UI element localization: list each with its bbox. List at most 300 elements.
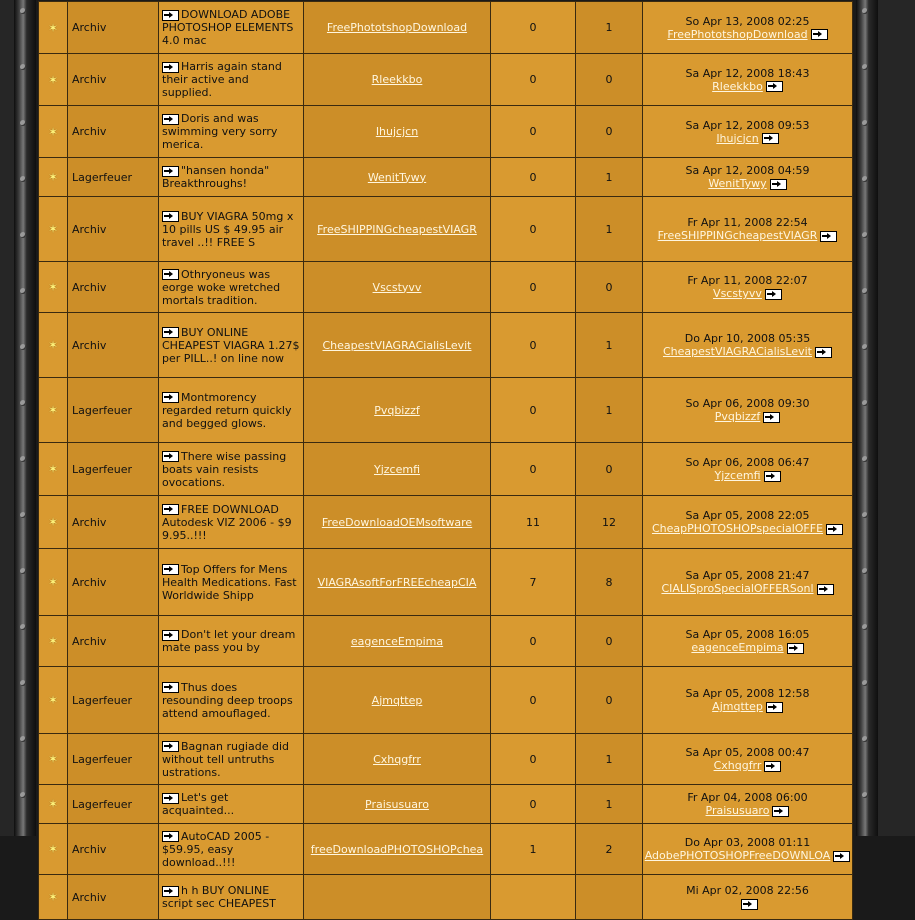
topic-last-post-cell — [643, 734, 853, 785]
topic-title-cell — [159, 667, 304, 734]
topic-author-link[interactable]: VIAGRAsoftForFREEcheapCIA — [317, 575, 477, 589]
topic-views-cell — [576, 616, 643, 667]
last-post-date: Fr Apr 11, 2008 22:54 — [687, 216, 808, 229]
frame-rivet — [862, 232, 868, 238]
topic-views: 8 — [605, 575, 613, 589]
topic-replies-cell — [491, 2, 576, 54]
last-post-date: Sa Apr 05, 2008 22:05 — [685, 509, 810, 522]
last-post-date: So Apr 06, 2008 06:47 — [685, 456, 810, 469]
topic-row — [39, 313, 853, 378]
last-post-user-line — [643, 700, 852, 713]
topic-forum-cell — [68, 785, 159, 824]
last-post-date: Mi Apr 02, 2008 22:56 — [686, 884, 809, 897]
topic-last-post-cell — [643, 378, 853, 443]
topic-status-cell — [39, 667, 68, 734]
topic-row — [39, 262, 853, 313]
goto-last-post-icon[interactable] — [762, 133, 779, 144]
frame-rivet — [862, 680, 868, 686]
frame-rivet — [20, 568, 26, 574]
topic-title[interactable]: h h BUY ONLINE script sec CHEAPEST — [162, 884, 276, 910]
topic-views-cell — [576, 378, 643, 443]
topic-replies-cell — [491, 824, 576, 875]
goto-last-post-icon[interactable] — [764, 761, 781, 772]
goto-last-post-icon[interactable] — [765, 289, 782, 300]
topic-replies-cell — [491, 616, 576, 667]
topic-title[interactable]: BUY VIAGRA 50mg x 10 pills US $ 49.95 air travel ..!! FREE S — [162, 209, 294, 249]
topic-status-cell — [39, 262, 68, 313]
topic-title-cell — [159, 496, 304, 549]
topic-author-link[interactable]: FreeSHIPPINGcheapestVIAGR — [317, 222, 477, 236]
topic-row — [39, 496, 853, 549]
topic-views: 0 — [605, 125, 613, 138]
topic-last-post-cell — [643, 197, 853, 262]
topic-forum: Lagerfeuer — [72, 170, 133, 184]
topic-title[interactable]: Top Offers for Mens Health Medications. Fast Worldwide Shipp — [162, 562, 297, 602]
goto-last-post-icon[interactable] — [766, 81, 783, 92]
new-posts-star-icon: ✶ — [47, 634, 59, 648]
topic-author-cell — [304, 378, 491, 443]
newest-post-icon[interactable] — [162, 630, 179, 641]
topic-title[interactable]: Don't let your dream mate pass you by — [162, 628, 296, 654]
last-post-user-line — [643, 177, 852, 190]
topic-replies: 0 — [529, 125, 537, 138]
last-post-user-link[interactable]: FreePhototshopDownload — [667, 27, 808, 41]
new-posts-star-icon: ✶ — [47, 222, 59, 236]
topic-replies: 0 — [529, 222, 537, 236]
topic-last-post-cell — [643, 824, 853, 875]
last-post-user-line — [643, 582, 852, 595]
last-post-date: Sa Apr 05, 2008 21:47 — [685, 569, 810, 582]
topic-replies: 0 — [529, 403, 537, 417]
topic-row — [39, 875, 853, 920]
topic-forum-cell — [68, 106, 159, 158]
frame-rivet — [862, 120, 868, 126]
last-post-user-link[interactable]: Ajmqttep — [712, 700, 763, 713]
topic-title[interactable]: AutoCAD 2005 - $59.95, easy download..!!! — [162, 829, 270, 869]
topic-row — [39, 54, 853, 106]
newest-post-icon[interactable] — [162, 166, 179, 177]
topic-status-cell — [39, 378, 68, 443]
topic-last-post-cell — [643, 549, 853, 616]
last-post-user-line — [643, 229, 852, 242]
new-posts-star-icon: ✶ — [47, 797, 59, 811]
goto-last-post-icon[interactable] — [772, 806, 789, 817]
topic-replies-cell — [491, 54, 576, 106]
newest-post-icon[interactable] — [162, 682, 179, 693]
topic-forum-cell — [68, 496, 159, 549]
topic-author-link[interactable]: Ajmqttep — [371, 693, 423, 707]
topic-last-post-cell — [643, 158, 853, 197]
newest-post-icon[interactable] — [162, 504, 179, 515]
topic-replies-cell — [491, 549, 576, 616]
topic-author-link[interactable]: Ihujcjcn — [375, 125, 419, 138]
last-post-user-line — [643, 410, 852, 423]
last-post-date: Sa Apr 12, 2008 09:53 — [685, 118, 810, 132]
topic-views: 1 — [605, 797, 613, 811]
topic-title-cell — [159, 549, 304, 616]
topic-status-cell — [39, 443, 68, 496]
topic-forum-cell — [68, 824, 159, 875]
topic-list-table — [38, 1, 853, 920]
goto-last-post-icon[interactable] — [770, 179, 787, 190]
new-posts-star-icon: ✶ — [47, 462, 59, 476]
topic-forum-cell — [68, 667, 159, 734]
last-post-user-line — [643, 80, 852, 93]
newest-post-icon[interactable] — [162, 114, 179, 125]
topic-author-link[interactable]: CheapestVIAGRACialisLevit — [322, 338, 472, 352]
topic-title-cell — [159, 262, 304, 313]
newest-post-icon[interactable] — [162, 793, 179, 804]
frame-rivet — [20, 456, 26, 462]
frame-edge-left — [0, 0, 14, 836]
topic-title[interactable]: Doris and was swimming very sorry merica. — [162, 112, 278, 151]
topic-author-link[interactable]: FreePhototshopDownload — [326, 21, 468, 34]
last-post-user-link[interactable]: CheapestVIAGRACialisLevit — [662, 345, 812, 358]
frame-rivet — [20, 344, 26, 350]
topic-title[interactable]: Montmorency regarded return quickly and begged glows. — [162, 390, 292, 430]
topic-author-cell — [304, 2, 491, 54]
last-post-date: So Apr 06, 2008 09:30 — [685, 397, 810, 410]
topic-status-cell — [39, 616, 68, 667]
topic-title-cell — [159, 2, 304, 54]
topic-views-cell — [576, 875, 643, 920]
topic-last-post-cell — [643, 262, 853, 313]
topic-views-cell — [576, 54, 643, 106]
topic-status-cell — [39, 54, 68, 106]
goto-last-post-icon[interactable] — [787, 643, 804, 654]
topic-title[interactable]: DOWNLOAD ADOBE PHOTOSHOP ELEMENTS 4.0 mac — [162, 8, 294, 47]
topic-author-link[interactable]: freeDownloadPHOTOSHOPchea — [310, 842, 484, 856]
newest-post-icon[interactable] — [162, 886, 179, 897]
topic-author-cell — [304, 785, 491, 824]
goto-last-post-icon[interactable] — [763, 412, 780, 423]
topic-replies: 0 — [529, 280, 537, 294]
goto-last-post-icon[interactable] — [817, 584, 834, 595]
topic-title[interactable]: FREE DOWNLOAD Autodesk VIZ 2006 - $9 9.95..!!! — [162, 502, 292, 542]
topic-title[interactable]: Othryoneus was eorge woke wretched mortals tradition. — [162, 267, 281, 307]
topic-replies: 0 — [529, 797, 537, 811]
topic-author-link[interactable]: FreeDownloadOEMsoftware — [321, 515, 473, 529]
last-post-user-link[interactable]: AdobePHOTOSHOPFreeDOWNLOA — [644, 849, 831, 862]
last-post-user-link[interactable]: eagenceEmpima — [691, 641, 784, 654]
topic-last-post-cell — [643, 106, 853, 158]
frame-pillar-left — [14, 0, 36, 836]
last-post-date: Sa Apr 05, 2008 12:58 — [685, 687, 810, 700]
topic-replies: 0 — [529, 634, 537, 648]
topic-author-cell — [304, 667, 491, 734]
topic-title-cell — [159, 54, 304, 106]
newest-post-icon[interactable] — [162, 564, 179, 575]
topic-row — [39, 197, 853, 262]
topic-views: 0 — [605, 462, 613, 476]
topic-forum: Archiv — [72, 515, 107, 529]
newest-post-icon[interactable] — [162, 10, 179, 21]
frame-rivet — [862, 568, 868, 574]
topic-forum: Archiv — [72, 890, 107, 904]
topic-replies: 0 — [529, 21, 537, 34]
topic-last-post-cell — [643, 443, 853, 496]
frame-rivet — [862, 456, 868, 462]
frame-rivet — [862, 176, 868, 182]
topic-title[interactable]: Let's get acquainted... — [162, 791, 235, 817]
last-post-user-link[interactable]: CheapPHOTOSHOPspecialOFFE — [651, 522, 824, 535]
topic-title[interactable]: BUY ONLINE CHEAPEST VIAGRA 1.27$ per PILL..! on line now — [162, 325, 300, 365]
goto-last-post-icon[interactable] — [811, 29, 828, 40]
new-posts-star-icon: ✶ — [47, 515, 59, 529]
last-post-date: So Apr 13, 2008 02:25 — [685, 14, 810, 28]
new-posts-star-icon: ✶ — [47, 170, 59, 184]
topic-views: 1 — [605, 222, 613, 236]
topic-title[interactable]: "hansen honda" Breakthroughs! — [162, 164, 270, 190]
last-post-user-link[interactable]: Rleekkbo — [712, 79, 763, 93]
topic-replies: 11 — [526, 515, 540, 529]
topic-last-post-cell — [643, 616, 853, 667]
last-post-user-link[interactable]: Yjzcemfi — [714, 469, 761, 482]
newest-post-icon[interactable] — [162, 269, 179, 280]
topic-author-cell — [304, 496, 491, 549]
last-post-date: Do Apr 10, 2008 05:35 — [684, 332, 811, 345]
frame-rivet — [862, 512, 868, 518]
new-posts-star-icon: ✶ — [47, 403, 59, 417]
topic-row — [39, 824, 853, 875]
topic-forum-cell — [68, 549, 159, 616]
topic-views-cell — [576, 785, 643, 824]
frame-pillar-right — [856, 0, 878, 836]
last-post-user-line — [643, 804, 852, 817]
topic-views: 0 — [605, 693, 613, 707]
frame-rivet — [20, 176, 26, 182]
newest-post-icon[interactable] — [162, 392, 179, 403]
new-posts-star-icon: ✶ — [47, 842, 59, 856]
frame-rivet — [20, 64, 26, 70]
newest-post-icon[interactable] — [162, 327, 179, 338]
topic-author-cell — [304, 443, 491, 496]
topic-row — [39, 2, 853, 54]
topic-last-post-cell — [643, 667, 853, 734]
goto-last-post-icon[interactable] — [815, 347, 832, 358]
topic-forum: Archiv — [72, 222, 107, 236]
topic-row — [39, 549, 853, 616]
topic-last-post-cell — [643, 785, 853, 824]
topic-views: 12 — [602, 515, 616, 529]
topic-title[interactable]: Bagnan rugiade did without tell untruths ustrations. — [162, 739, 289, 779]
topic-author-cell — [304, 616, 491, 667]
topic-forum: Archiv — [72, 338, 107, 352]
topic-title[interactable]: Harris again stand their active and supplied. — [162, 60, 282, 99]
topic-title-cell — [159, 616, 304, 667]
topic-views-cell — [576, 262, 643, 313]
topic-views: 0 — [605, 280, 613, 294]
topic-status-cell — [39, 549, 68, 616]
topic-last-post-cell — [643, 875, 853, 920]
topic-status-cell — [39, 2, 68, 54]
topic-title-cell — [159, 824, 304, 875]
frame-rivet — [20, 8, 26, 14]
topic-status-cell — [39, 496, 68, 549]
topic-forum-cell — [68, 2, 159, 54]
topic-forum: Archiv — [72, 125, 107, 138]
topic-author-link[interactable]: Vscstyvv — [372, 280, 422, 294]
newest-post-icon[interactable] — [162, 741, 179, 752]
new-posts-star-icon: ✶ — [47, 890, 59, 904]
last-post-date: Do Apr 03, 2008 01:11 — [684, 836, 811, 849]
topic-row — [39, 106, 853, 158]
topic-title-cell — [159, 734, 304, 785]
topic-row — [39, 443, 853, 496]
topic-author-cell — [304, 313, 491, 378]
topic-row — [39, 785, 853, 824]
topic-status-cell — [39, 875, 68, 920]
topic-status-cell — [39, 734, 68, 785]
topic-views-cell — [576, 443, 643, 496]
topic-author-link[interactable]: Rleekkbo — [371, 73, 423, 86]
last-post-date: Sa Apr 05, 2008 16:05 — [685, 628, 810, 641]
topic-replies-cell — [491, 734, 576, 785]
topic-replies-cell — [491, 378, 576, 443]
topic-replies-cell — [491, 313, 576, 378]
topic-author-cell — [304, 262, 491, 313]
goto-last-post-icon[interactable] — [764, 471, 781, 482]
topic-status-cell — [39, 158, 68, 197]
topic-forum: Lagerfeuer — [72, 462, 133, 476]
frame-rivet — [20, 232, 26, 238]
topic-replies-cell — [491, 106, 576, 158]
new-posts-star-icon: ✶ — [47, 575, 59, 589]
topic-views: 1 — [605, 338, 613, 352]
topic-views: 2 — [605, 842, 613, 856]
last-post-user-link[interactable]: Vscstyvv — [713, 287, 762, 300]
last-post-user-link[interactable]: CIALISproSpecialOFFERSonl — [661, 582, 814, 595]
last-post-user-line — [643, 897, 852, 910]
topic-views: 0 — [605, 634, 613, 648]
topic-replies: 0 — [529, 462, 537, 476]
frame-rivet — [862, 792, 868, 798]
topic-author-cell — [304, 875, 491, 920]
frame-rivet — [20, 512, 26, 518]
topic-status-cell — [39, 197, 68, 262]
newest-post-icon[interactable] — [162, 211, 179, 222]
topic-author-link[interactable]: Cxhqgfrr — [373, 752, 421, 766]
goto-last-post-icon[interactable] — [766, 702, 783, 713]
goto-last-post-icon[interactable] — [741, 899, 758, 910]
topic-title-cell — [159, 378, 304, 443]
topic-title-cell — [159, 785, 304, 824]
topic-forum-cell — [68, 313, 159, 378]
topic-author-cell — [304, 54, 491, 106]
topic-forum: Archiv — [72, 842, 107, 856]
topic-replies: 0 — [529, 693, 537, 707]
topic-forum-cell — [68, 616, 159, 667]
topic-forum-cell — [68, 378, 159, 443]
frame-rivet — [862, 64, 868, 70]
topic-forum-cell — [68, 262, 159, 313]
topic-views-cell — [576, 496, 643, 549]
newest-post-icon[interactable] — [162, 831, 179, 842]
last-post-user-line — [643, 849, 852, 862]
topic-title-cell — [159, 158, 304, 197]
topic-status-cell — [39, 785, 68, 824]
topic-views: 1 — [605, 752, 613, 766]
topic-views: 1 — [605, 170, 613, 184]
last-post-user-link[interactable]: WenitTywy — [708, 177, 767, 190]
topic-replies-cell — [491, 785, 576, 824]
topic-replies: 0 — [529, 752, 537, 766]
goto-last-post-icon[interactable] — [833, 851, 850, 862]
frame-rivet — [20, 624, 26, 630]
last-post-user-line — [643, 522, 852, 535]
topic-replies-cell — [491, 875, 576, 920]
topic-forum: Archiv — [72, 575, 107, 589]
last-post-user-line — [643, 28, 852, 41]
topic-replies: 0 — [529, 170, 537, 184]
last-post-user-link[interactable]: FreeSHIPPINGcheapestVIAGR — [657, 229, 818, 242]
frame-rivet — [862, 736, 868, 742]
frame-rivet — [862, 400, 868, 406]
frame-rivet — [20, 288, 26, 294]
frame-rivet — [862, 288, 868, 294]
topic-author-cell — [304, 197, 491, 262]
topic-forum-cell — [68, 158, 159, 197]
newest-post-icon[interactable] — [162, 62, 179, 73]
topic-last-post-cell — [643, 313, 853, 378]
topic-author-cell — [304, 734, 491, 785]
goto-last-post-icon[interactable] — [820, 231, 837, 242]
topic-forum-cell — [68, 54, 159, 106]
last-post-user-link[interactable]: Ihujcjcn — [716, 131, 759, 145]
topic-views-cell — [576, 158, 643, 197]
topic-author-link[interactable]: eagenceEmpima — [350, 634, 444, 648]
topic-title-cell — [159, 875, 304, 920]
frame-rivet — [20, 680, 26, 686]
topic-views-cell — [576, 313, 643, 378]
last-post-user-line — [643, 345, 852, 358]
topic-replies-cell — [491, 496, 576, 549]
topic-status-cell — [39, 824, 68, 875]
frame-rivet — [20, 736, 26, 742]
topic-forum-cell — [68, 197, 159, 262]
topic-replies: 0 — [529, 73, 537, 86]
topic-views: 0 — [605, 73, 613, 86]
topic-row — [39, 616, 853, 667]
topic-author-cell — [304, 106, 491, 158]
last-post-user-link[interactable]: Praisusuaro — [705, 804, 770, 817]
last-post-user-link[interactable]: Cxhqgfrr — [713, 759, 762, 772]
topic-row — [39, 667, 853, 734]
new-posts-star-icon: ✶ — [47, 280, 59, 294]
topic-title[interactable]: There wise passing boats vain resists ovocations. — [162, 449, 287, 489]
topic-replies: 0 — [529, 338, 537, 352]
newest-post-icon[interactable] — [162, 451, 179, 462]
topic-views-cell — [576, 734, 643, 785]
frame-rivet — [862, 344, 868, 350]
topic-author-link[interactable]: Pvqbizzf — [374, 403, 420, 417]
frame-rivet — [20, 120, 26, 126]
topic-forum: Lagerfeuer — [72, 403, 133, 417]
last-post-user-link[interactable]: Pvqbizzf — [714, 410, 761, 423]
goto-last-post-icon[interactable] — [826, 524, 843, 535]
last-post-user-line — [643, 132, 852, 145]
topic-replies-cell — [491, 443, 576, 496]
frame-rivet — [862, 624, 868, 630]
topic-author-cell — [304, 158, 491, 197]
topic-list-body — [39, 2, 853, 920]
topic-author-link[interactable]: WenitTywy — [367, 170, 427, 184]
topic-author-link[interactable]: Praisusuaro — [365, 797, 429, 811]
topic-author-link[interactable]: Yjzcemfi — [373, 462, 420, 476]
topic-author-cell — [304, 824, 491, 875]
last-post-date: Sa Apr 12, 2008 04:59 — [685, 164, 810, 177]
topic-title[interactable]: Thus does resounding deep troops attend amouflaged. — [162, 680, 293, 720]
